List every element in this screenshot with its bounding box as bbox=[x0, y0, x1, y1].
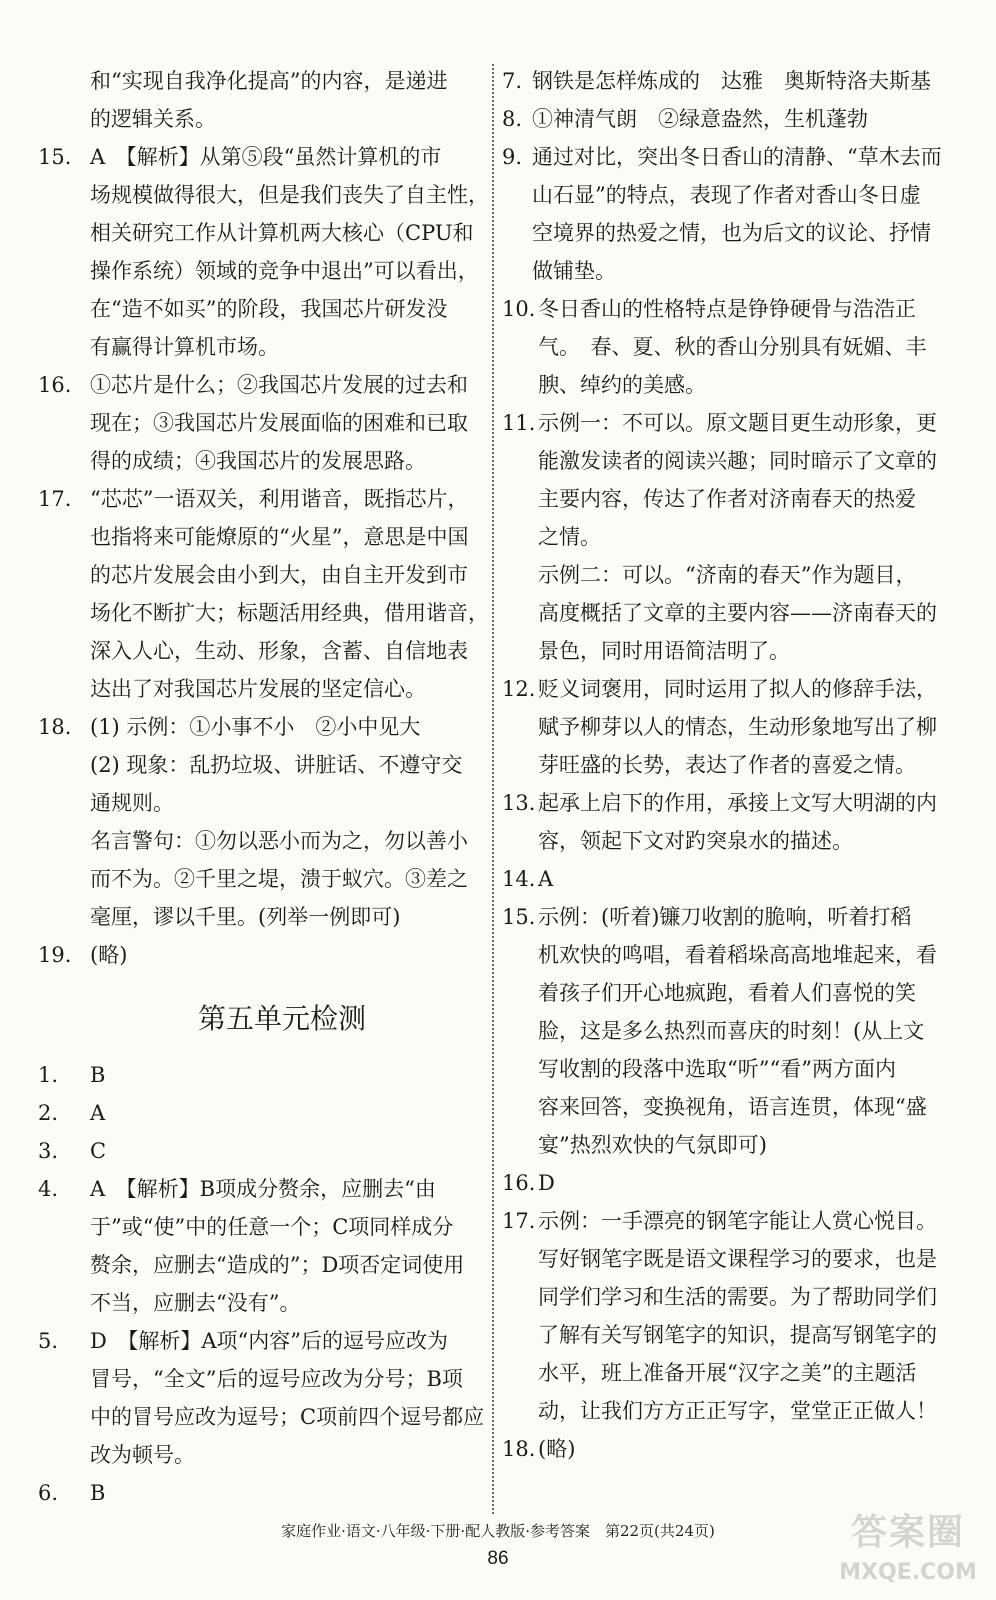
answer-line: 动，让我们方方正正写字，堂堂正正做人！ bbox=[538, 1399, 937, 1423]
answer-text bbox=[538, 404, 964, 670]
answer-text bbox=[90, 1474, 486, 1512]
answer-text bbox=[90, 936, 486, 974]
answer-text bbox=[532, 100, 964, 138]
answer-line: 空境界的热爱之情，也为后文的议论、抒情 bbox=[532, 221, 931, 245]
answer-item bbox=[38, 138, 489, 366]
answer-text bbox=[532, 62, 964, 100]
answer-text bbox=[90, 366, 486, 480]
answer-item bbox=[502, 1164, 964, 1202]
answer-item bbox=[38, 1094, 486, 1132]
question-number: 5. bbox=[38, 1329, 59, 1353]
answer-line: A bbox=[538, 867, 554, 891]
page-number: 86 bbox=[487, 1548, 509, 1569]
answer-line: A bbox=[90, 1101, 106, 1125]
answer-line: 毫厘，谬以千里。(列举一例即可) bbox=[90, 905, 401, 929]
answer-line: 景色，同时用语简洁明了。 bbox=[538, 639, 790, 663]
answer-line: (略) bbox=[90, 943, 128, 967]
question-number: 8. bbox=[502, 107, 523, 131]
question-number: 16. bbox=[502, 1171, 536, 1195]
answer-item bbox=[38, 1474, 486, 1512]
question-number: 15. bbox=[38, 145, 72, 169]
answer-text bbox=[538, 670, 964, 784]
answer-text bbox=[532, 138, 964, 290]
answer-line: 芽旺盛的长势，表达了作者的喜爱之情。 bbox=[538, 753, 916, 777]
answer-line: 也指将来可能燎原的“火星”，意思是中国 bbox=[90, 525, 469, 549]
answer-line: 通规则。 bbox=[90, 791, 174, 815]
answer-item bbox=[502, 404, 964, 670]
answer-line: 示例：(听着)镰刀收割的脆响，听着打稻 bbox=[538, 905, 912, 929]
answer-item bbox=[502, 138, 964, 290]
answer-item bbox=[38, 480, 489, 708]
answer-line: 容，领起下文对趵突泉水的描述。 bbox=[538, 829, 853, 853]
right-column bbox=[502, 62, 964, 1468]
answer-text bbox=[90, 138, 489, 366]
watermark-logo bbox=[838, 1504, 978, 1596]
answer-line: B bbox=[90, 1063, 106, 1087]
answer-line: 之情。 bbox=[538, 525, 601, 549]
watermark-url: MXQE.COM bbox=[839, 1560, 977, 1585]
answer-text bbox=[90, 708, 486, 936]
question-number: 19. bbox=[38, 943, 72, 967]
answer-line: B bbox=[90, 1481, 106, 1505]
answer-line: (略) bbox=[538, 1437, 576, 1461]
answer-text bbox=[538, 290, 964, 404]
answer-item bbox=[38, 366, 486, 480]
continued-answer-line: 和“实现自我净化提高”的内容，是递进 bbox=[90, 69, 448, 93]
question-number: 7. bbox=[502, 69, 523, 93]
answer-item bbox=[502, 670, 964, 784]
question-number: 16. bbox=[38, 373, 72, 397]
question-number: 18. bbox=[502, 1437, 536, 1461]
footer-text: 家庭作业·语文·八年级·下册·配人教版·参考答案 第22页(共24页) bbox=[281, 1522, 715, 1540]
answer-line: 的芯片发展会由小到大，由自主开发到市 bbox=[90, 563, 468, 587]
answer-line: 达出了对我国芯片发展的坚定信心。 bbox=[90, 677, 426, 701]
answer-item bbox=[502, 62, 964, 100]
answer-item bbox=[502, 898, 964, 1164]
answer-line: 脸，这是多么热烈而喜庆的时刻！(从上文 bbox=[538, 1019, 925, 1043]
answer-line: 中的冒号应改为逗号；C项前四个逗号都应 bbox=[90, 1405, 485, 1429]
answer-text bbox=[538, 860, 964, 898]
answer-line: 高度概括了文章的主要内容——济南春天的 bbox=[538, 601, 937, 625]
answer-item bbox=[38, 936, 486, 974]
question-number: 14. bbox=[502, 867, 536, 891]
answer-line: 示例一：不可以。原文题目更生动形象，更 bbox=[538, 411, 937, 435]
question-number: 12. bbox=[502, 677, 536, 701]
left-column bbox=[38, 62, 489, 1512]
answer-line: 了解有关写钢笔字的知识，提高写钢笔字的 bbox=[538, 1323, 937, 1347]
answer-text bbox=[90, 1322, 486, 1474]
answer-item bbox=[502, 860, 964, 898]
answer-line: 写好钢笔字既是语文课程学习的要求，也是 bbox=[538, 1247, 937, 1271]
question-number: 1. bbox=[38, 1063, 59, 1087]
watermark-text: 答案圈 bbox=[850, 1512, 965, 1553]
answer-line: 着孩子们开心地疯跑，看着人们喜悦的笑 bbox=[538, 981, 916, 1005]
question-number: 17. bbox=[502, 1209, 536, 1233]
answer-line: 示例二：可以。“济南的春天”作为题目， bbox=[538, 563, 917, 587]
question-number: 11. bbox=[502, 411, 536, 435]
answer-text bbox=[538, 1202, 964, 1430]
answer-line: 机欢快的鸣唱，看着稻垛高高地堆起来，看 bbox=[538, 943, 937, 967]
answer-line: D 【解析】A项“内容”后的逗号应改为 bbox=[90, 1329, 448, 1353]
answer-line: 能激发读者的阅读兴趣；同时暗示了文章的 bbox=[538, 449, 937, 473]
answer-text bbox=[90, 1056, 486, 1094]
answer-item bbox=[502, 1430, 964, 1468]
answer-line: 做铺垫。 bbox=[532, 259, 616, 283]
answer-line: D bbox=[538, 1171, 555, 1195]
answer-text bbox=[90, 1094, 486, 1132]
answer-line: ①神清气朗 ②绿意盎然，生机蓬勃 bbox=[532, 107, 868, 131]
answer-item bbox=[38, 1132, 486, 1170]
question-number: 2. bbox=[38, 1101, 59, 1125]
answer-item bbox=[38, 1322, 486, 1474]
answer-line: 容来回答，变换视角，语言连贯，体现“盛 bbox=[538, 1095, 927, 1119]
answer-line: 示例：一手漂亮的钢笔字能让人赏心悦目。 bbox=[538, 1209, 937, 1233]
continued-answer-line: 的逻辑关系。 bbox=[90, 107, 216, 131]
answer-text bbox=[90, 1170, 486, 1322]
answer-line: A 【解析】从第⑤段“虽然计算机的市 bbox=[90, 145, 442, 169]
answer-line: “芯芯”一语双关，利用谐音，既指芯片， bbox=[90, 487, 469, 511]
answer-line: 不当，应删去“没有”。 bbox=[90, 1291, 301, 1315]
answer-item bbox=[38, 1170, 486, 1322]
question-number: 10. bbox=[502, 297, 536, 321]
question-number: 4. bbox=[38, 1177, 59, 1201]
answer-line: 操作系统）领域的竞争中退出”可以看出， bbox=[90, 259, 479, 283]
answer-line: (2) 现象：乱扔垃圾、讲脏话、不遵守交 bbox=[90, 753, 463, 777]
answer-line: 得的成绩；④我国芯片的发展思路。 bbox=[90, 449, 426, 473]
column-divider bbox=[492, 64, 494, 1514]
answer-line: A 【解析】B项成分赘余，应删去“由 bbox=[90, 1177, 436, 1201]
answer-line: 有赢得计算机市场。 bbox=[90, 335, 279, 359]
answer-line: 场规模做得很大，但是我们丧失了自主性， bbox=[90, 183, 489, 207]
answer-text bbox=[538, 1164, 964, 1202]
answer-line: 水平，班上准备开展“汉字之美”的主题活 bbox=[538, 1361, 917, 1385]
answer-line: 赋予柳芽以人的情态，生动形象地写出了柳 bbox=[538, 715, 937, 739]
answer-line: C bbox=[90, 1139, 107, 1163]
answer-item bbox=[38, 708, 486, 936]
answer-line: 冬日香山的性格特点是铮铮硬骨与浩浩正 bbox=[538, 297, 916, 321]
answer-line: 冒号，“全文”后的逗号应改为分号；B项 bbox=[90, 1367, 463, 1391]
answer-line: 改为顿号。 bbox=[90, 1443, 195, 1467]
answer-line: 而不为。②千里之堤，溃于蚁穴。③差之 bbox=[90, 867, 468, 891]
answer-item bbox=[502, 1202, 964, 1430]
question-number: 17. bbox=[38, 487, 72, 511]
answer-line: 于”或“使”中的任意一个；C项同样成分 bbox=[90, 1215, 454, 1239]
answer-text bbox=[538, 1430, 964, 1468]
answer-line: 写收割的段落中选取“听”“看”两方面内 bbox=[538, 1057, 896, 1081]
answer-item bbox=[38, 1056, 486, 1094]
answer-text bbox=[90, 1132, 486, 1170]
answer-line: (1) 示例：①小事不小 ②小中见大 bbox=[90, 715, 421, 739]
answer-line: 贬义词褒用，同时运用了拟人的修辞手法， bbox=[538, 677, 937, 701]
answer-item bbox=[502, 100, 964, 138]
answer-line: 通过对比，突出冬日香山的清静、“草木去而 bbox=[532, 145, 942, 169]
answer-line: 气。 春、夏、秋的香山分别具有妩媚、丰 bbox=[538, 335, 927, 359]
answer-line: 同学们学习和生活的需要。为了帮助同学们 bbox=[538, 1285, 937, 1309]
answer-line: 宴”热烈欢快的气氛即可) bbox=[538, 1133, 767, 1157]
answer-line: 深入人心，生动、形象，含蓄、自信地表 bbox=[90, 639, 468, 663]
question-number: 13. bbox=[502, 791, 536, 815]
answer-text bbox=[538, 898, 964, 1164]
answer-line: 相关研究工作从计算机两大核心（CPU和 bbox=[90, 221, 474, 245]
answer-text bbox=[90, 480, 489, 708]
question-number: 6. bbox=[38, 1481, 59, 1505]
question-number: 9. bbox=[502, 145, 523, 169]
answer-item bbox=[502, 784, 964, 860]
answer-line: 山石显”的特点，表现了作者对香山冬日虚 bbox=[532, 183, 921, 207]
answer-line: 腴、绰约的美感。 bbox=[538, 373, 706, 397]
question-number: 18. bbox=[38, 715, 72, 739]
answer-line: 现在；③我国芯片发展面临的困难和已取 bbox=[90, 411, 468, 435]
answer-line: ①芯片是什么；②我国芯片发展的过去和 bbox=[90, 373, 468, 397]
answer-line: 起承上启下的作用，承接上文写大明湖的内 bbox=[538, 791, 937, 815]
question-number: 15. bbox=[502, 905, 536, 929]
answer-text bbox=[538, 784, 964, 860]
answer-line: 场化不断扩大；标题活用经典，借用谐音， bbox=[90, 601, 489, 625]
answer-line: 名言警句：①勿以恶小而为之，勿以善小 bbox=[90, 829, 468, 853]
question-number: 3. bbox=[38, 1139, 59, 1163]
section-title: 第五单元检测 bbox=[197, 1002, 366, 1035]
answer-line: 赘余，应删去“造成的”；D项否定词使用 bbox=[90, 1253, 465, 1277]
answer-item bbox=[502, 290, 964, 404]
answer-line: 在“造不如买”的阶段，我国芯片研发没 bbox=[90, 297, 448, 321]
answer-line: 钢铁是怎样炼成的 达雅 奥斯特洛夫斯基 bbox=[532, 69, 931, 93]
answer-line: 主要内容，传达了作者对济南春天的热爱 bbox=[538, 487, 916, 511]
